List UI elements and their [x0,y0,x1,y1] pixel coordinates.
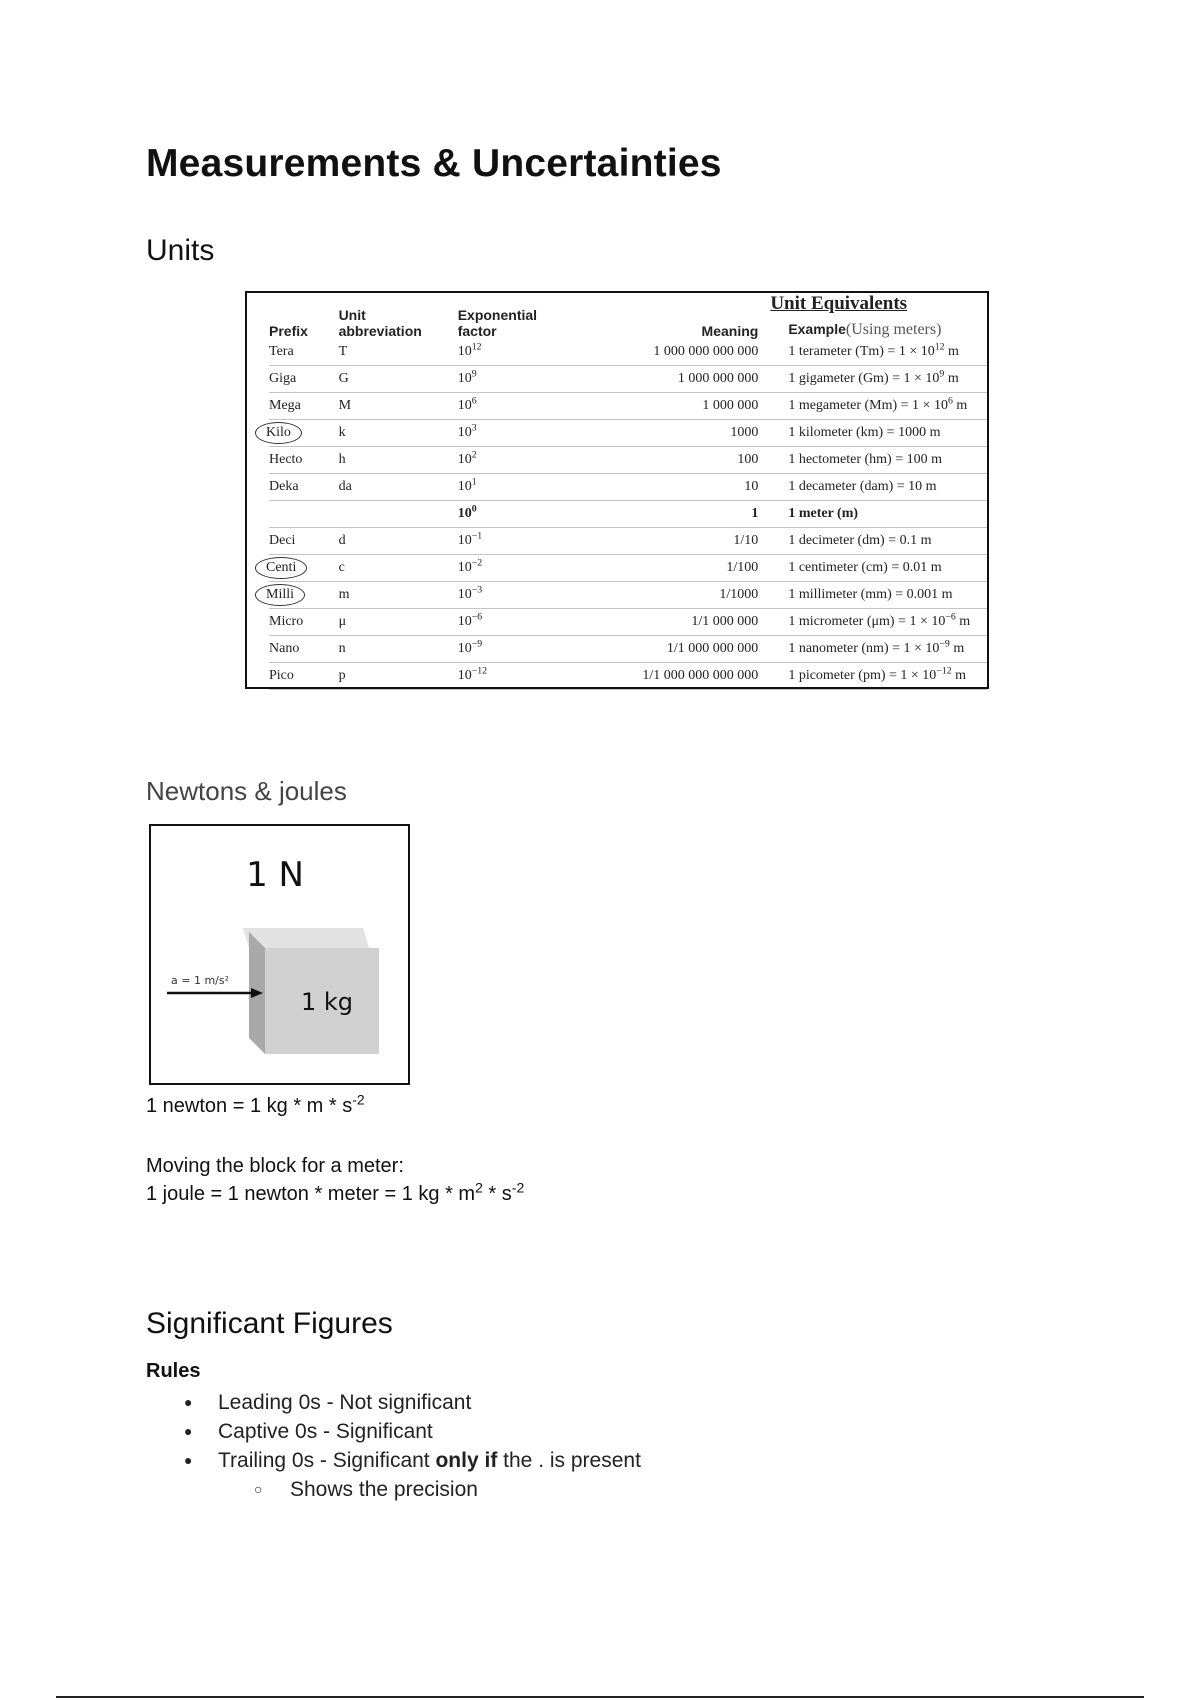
cell-abbreviation: k [339,420,458,447]
header-exponential-factor-line1: Exponential [457,307,538,323]
rule-leading-zeros: ● Leading 0s - Not significant [146,1388,641,1417]
example-text: 1 nanometer (nm) = 1 × 10 [788,641,940,656]
prefix-name: Pico [269,668,294,683]
header-prefix: Prefix [269,323,308,339]
prefix-name: Micro [269,614,304,629]
cell-exponential-factor [458,663,553,690]
cell-meaning: 1000 [552,420,758,447]
joule-definition-exponent-2: -2 [511,1179,525,1196]
example-text: 1 terameter (Tm) = 1 × 10 [788,344,935,359]
units-table-row [269,501,987,528]
cell-exponential-factor [458,447,553,474]
cell-prefix [269,609,339,636]
newton-figure [149,824,410,1085]
example-exponent: 6 [947,395,953,407]
units-table [266,293,987,690]
cell-meaning: 1/10 [552,528,758,555]
example-text: 1 gigameter (Gm) = 1 × 10 [788,371,940,386]
units-table-row [269,528,987,555]
rules-list [146,1388,641,1504]
cell-meaning: 100 [552,447,758,474]
exponent-power: 3 [471,422,477,434]
prefix-name: Tera [269,344,294,359]
prefix-name: Mega [269,398,301,413]
cell-abbreviation: M [339,393,458,420]
force-label: 1 N [246,855,304,895]
header-example-label: Example [788,321,846,337]
page-title: Measurements & Uncertainties [146,142,722,185]
units-table-body [266,339,987,690]
exponent-base: 10 [457,452,472,467]
exponent-power: 12 [471,341,482,353]
cell-exponential-factor [458,582,553,609]
cell-exponential-factor [458,420,553,447]
header-exponential-factor-line2: factor [457,323,497,339]
cell-exponential-factor [458,528,553,555]
units-table-row [269,474,987,501]
exponent-power: 1 [471,476,477,488]
rule-trailing-zeros-bold: only if [435,1449,498,1472]
cell-abbreviation: T [339,339,458,366]
example-exponent: 12 [934,341,945,353]
cell-prefix [269,501,339,528]
cell-prefix [269,663,339,690]
cell-exponential-factor [458,501,553,528]
example-unit: m [955,614,971,629]
exponent-base: 10 [457,641,472,656]
exponent-power: −3 [471,584,483,596]
exponent-power: −12 [471,665,488,677]
exponent-base: 10 [457,668,472,683]
exponent-base: 10 [457,506,472,521]
joule-definition-text: 1 joule = 1 newton * meter = 1 kg * m [146,1183,476,1205]
prefix-name: Deci [269,533,296,548]
cell-example [758,555,987,582]
example-unit: m [944,344,959,359]
cell-exponential-factor [458,636,553,663]
cell-prefix [269,393,339,420]
prefix-name: Deka [269,479,299,494]
units-table-row [269,447,987,474]
sigfig-heading: Significant Figures [146,1307,393,1340]
cell-abbreviation: d [339,528,458,555]
cell-abbreviation: da [339,474,458,501]
cell-meaning: 1/1000 [552,582,758,609]
exponent-base: 10 [457,587,472,602]
exponent-base: 10 [457,560,472,575]
cell-prefix [269,339,339,366]
acceleration-label: a = 1 m/s² [171,974,230,987]
example-unit: m [951,668,967,683]
example-text: 1 decameter (dam) = 10 m [788,479,937,494]
cell-prefix [269,366,339,393]
units-table-row [269,555,987,582]
moving-block-line: Moving the block for a meter: [146,1155,404,1177]
example-text: 1 picometer (pm) = 1 × 10 [788,668,937,683]
cell-meaning: 1 [552,501,758,528]
units-heading: Units [146,234,215,267]
prefix-name: Kilo [255,422,302,444]
cell-example [758,366,987,393]
rules-heading: Rules [146,1360,201,1382]
footer-rule [56,1696,1144,1698]
exponent-base: 10 [457,614,472,629]
units-table-row [269,420,987,447]
cell-prefix [269,447,339,474]
cell-exponential-factor [458,474,553,501]
cell-exponential-factor [458,609,553,636]
cell-prefix [269,474,339,501]
rule-sub-list [218,1475,641,1504]
exponent-base: 10 [457,344,472,359]
cell-meaning: 1/1 000 000 000 [552,636,758,663]
cell-prefix [266,420,339,447]
cell-exponential-factor [458,555,553,582]
header-exponential-factor [458,293,553,339]
prefix-name: Centi [255,557,307,579]
joule-definition-exponent-1: 2 [475,1179,483,1196]
cell-abbreviation [339,501,458,528]
example-text: 1 millimeter (mm) = 0.001 m [788,587,953,602]
exponent-base: 10 [457,398,472,413]
newton-definition-exponent: -2 [352,1091,365,1108]
exponent-power: 9 [471,368,477,380]
rule-trailing-zeros [146,1446,641,1504]
joule-definition [146,1180,524,1208]
exponent-power: −2 [471,557,483,569]
exponent-power: 2 [471,449,477,461]
newton-definition [146,1092,365,1120]
units-table-row [269,366,987,393]
example-unit: m [944,371,959,386]
exponent-base: 10 [457,533,472,548]
example-text: 1 decimeter (dm) = 0.1 m [788,533,932,548]
units-table-row [269,339,987,366]
units-table-row [269,636,987,663]
exponent-base: 10 [457,479,472,494]
cell-example [758,609,987,636]
cell-example [758,663,987,690]
rule-trailing-zeros-post: the . is present [497,1449,641,1472]
example-text: 1 hectometer (hm) = 100 m [788,452,942,467]
cell-abbreviation: n [339,636,458,663]
header-unit-abbreviation-line2: abbreviation [338,323,422,339]
header-meaning: Meaning [701,323,759,339]
cell-prefix [269,528,339,555]
exponent-base: 10 [457,425,472,440]
cell-prefix [266,555,339,582]
example-exponent: 9 [939,368,945,380]
prefix-name: Nano [269,641,300,656]
cell-abbreviation: μ [339,609,458,636]
prefix-name: Milli [255,584,305,606]
prefix-name: Hecto [269,452,303,467]
cell-abbreviation: c [339,555,458,582]
cell-meaning: 1/100 [552,555,758,582]
units-table-row [269,609,987,636]
cell-meaning: 1 000 000 [552,393,758,420]
sub-rule-precision: ○ Shows the precision [218,1475,641,1504]
mass-label: 1 kg [300,988,354,1016]
units-table-row [269,663,987,690]
cell-abbreviation: h [339,447,458,474]
cell-exponential-factor [458,339,553,366]
example-text: 1 megameter (Mm) = 1 × 10 [788,398,948,413]
example-text: 1 micrometer (μm) = 1 × 10 [788,614,946,629]
joule-definition-mid: * s [482,1183,512,1205]
cell-prefix [266,582,339,609]
exponent-power: −1 [471,530,483,542]
cell-example [758,447,987,474]
example-text: 1 kilometer (km) = 1000 m [788,425,941,440]
example-exponent: −12 [936,665,952,677]
example-exponent: −9 [939,638,950,650]
cell-example [758,501,987,528]
cell-meaning: 1 000 000 000 000 [552,339,758,366]
cell-abbreviation: m [339,582,458,609]
units-table-row [269,393,987,420]
cell-meaning: 1/1 000 000 [552,609,758,636]
example-text: 1 meter (m) [788,506,859,521]
exponent-base: 10 [457,371,472,386]
cell-example [758,474,987,501]
cell-example [758,420,987,447]
header-unit-abbreviation [339,293,458,339]
cell-abbreviation: G [339,366,458,393]
header-using-meters: (Using meters) [845,321,942,338]
units-table-image [245,291,989,689]
cell-meaning: 10 [552,474,758,501]
newtons-heading: Newtons & joules [146,776,347,806]
cell-prefix [269,636,339,663]
example-unit: m [949,641,965,656]
header-unit-abbreviation-line1: Unit [338,307,366,323]
units-table-header-row [269,293,987,339]
cell-exponential-factor [458,366,553,393]
newton-diagram [151,826,408,1083]
newton-definition-text: 1 newton = 1 kg * m * s [146,1095,353,1117]
exponent-power: 0 [471,503,477,515]
cell-example [758,582,987,609]
example-exponent: −6 [945,611,956,623]
cell-exponential-factor [458,393,553,420]
cell-example [758,393,987,420]
example-unit: m [952,398,968,413]
header-unit-equivalents: Unit Equivalents [770,293,908,314]
cell-example [758,339,987,366]
cell-meaning: 1/1 000 000 000 000 [552,663,758,690]
exponent-power: 6 [471,395,477,407]
cell-example [758,636,987,663]
rule-captive-zeros: ● Captive 0s - Significant [146,1417,641,1446]
exponent-power: −6 [471,611,483,623]
cell-example [758,528,987,555]
units-table-row [269,582,987,609]
cell-meaning: 1 000 000 000 [552,366,758,393]
exponent-power: −9 [471,638,483,650]
header-example [758,293,987,339]
rule-trailing-zeros-pre: Trailing 0s - Significant [218,1449,436,1472]
prefix-name: Giga [269,371,297,386]
cell-abbreviation: p [339,663,458,690]
example-text: 1 centimeter (cm) = 0.01 m [788,560,942,575]
